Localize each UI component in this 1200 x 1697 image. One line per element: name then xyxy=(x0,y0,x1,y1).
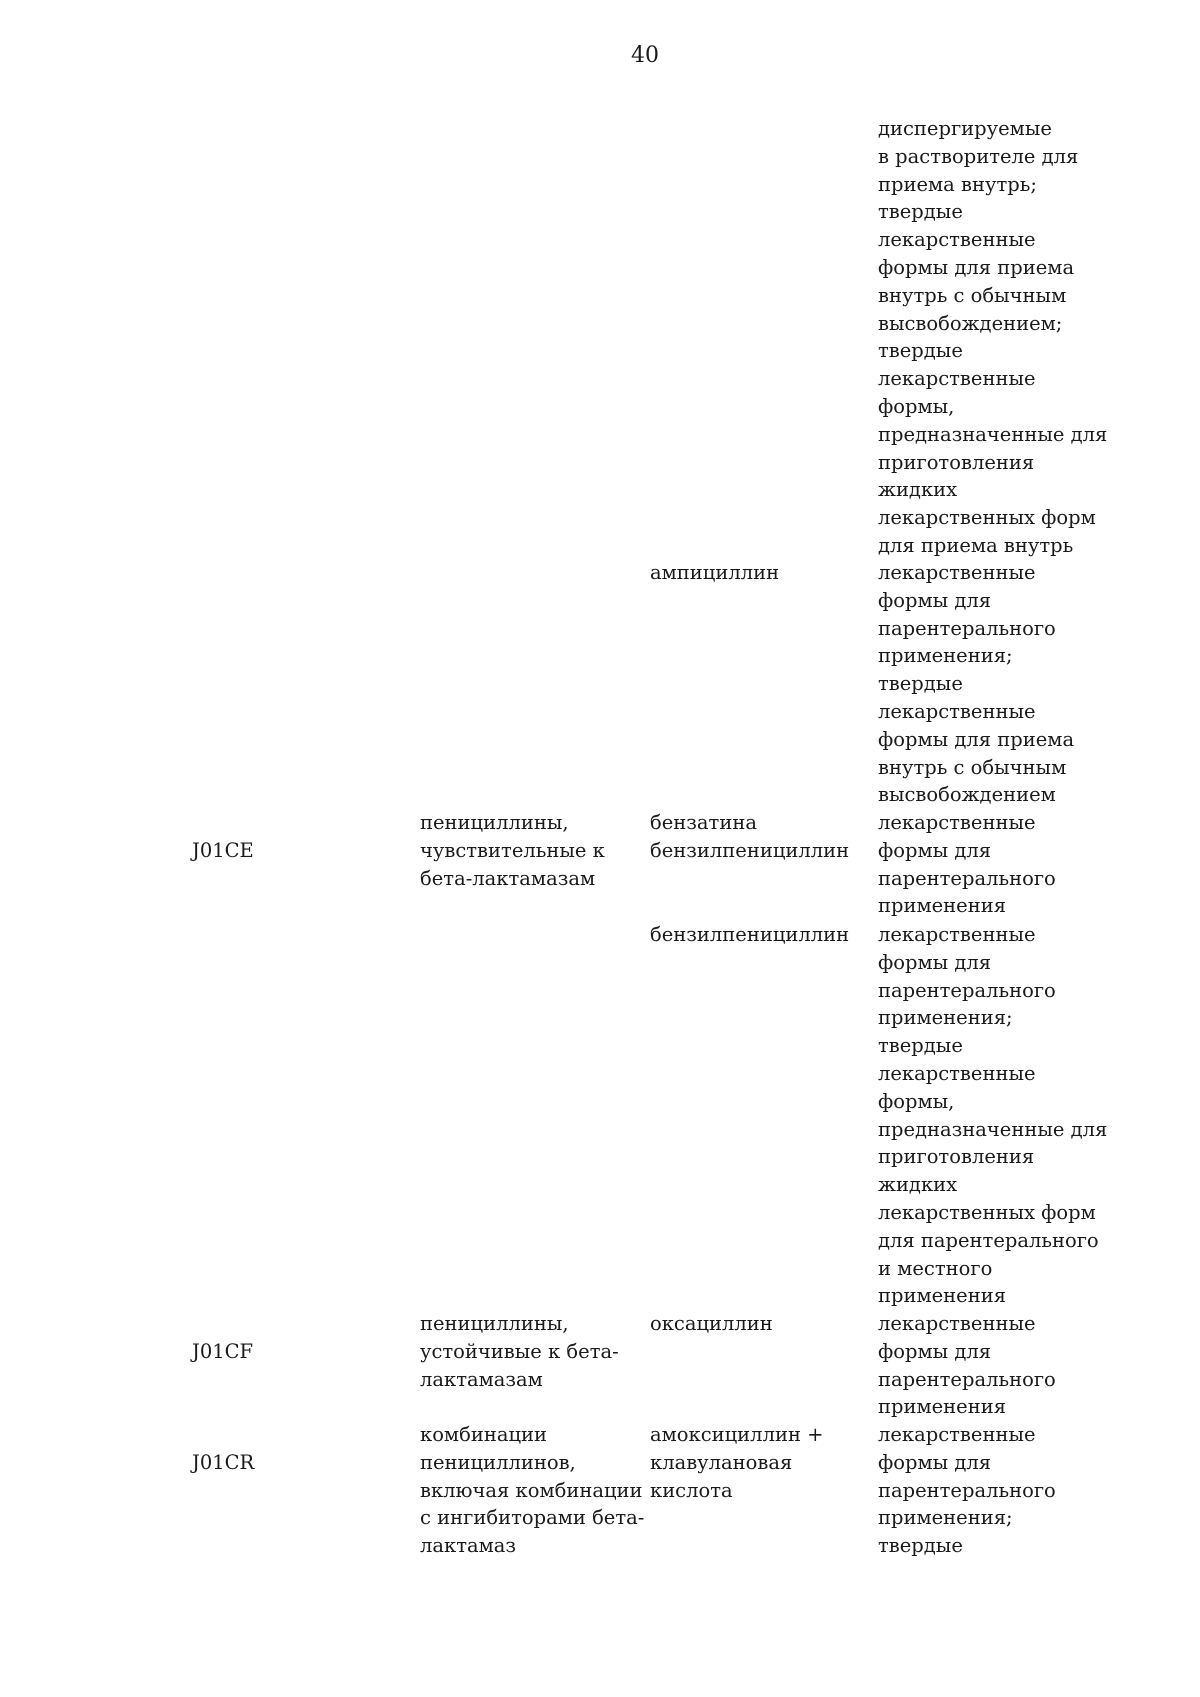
atc-code-cell: J01CR xyxy=(192,1451,255,1474)
dosage-forms-cell: диспергируемые в растворителе для приема внутрь; твердые лекарственные формы для приема внутрь с обычным высвобождением; твердые лекарственные формы, предназначенные для приготовления жидких лекарственных форм для приема внутрь xyxy=(878,117,1108,557)
pharmacological-group-cell: пенициллины, чувствительные к бета-лактамазам xyxy=(420,811,605,890)
drug-name-cell: бензатина бензилпенициллин xyxy=(650,811,850,862)
atc-code-cell: J01CF xyxy=(192,1340,254,1363)
pharmacological-group-cell: пенициллины, устойчивые к бета- лактамазам xyxy=(420,1312,619,1391)
drug-name-cell: оксациллин xyxy=(650,1312,773,1335)
pharmacological-group-cell: комбинации пенициллинов, включая комбинации с ингибиторами бета- лактамаз xyxy=(420,1423,645,1558)
dosage-forms-cell: лекарственные формы для парентерального применения; твердые xyxy=(878,1423,1056,1558)
page-number: 40 xyxy=(631,43,659,68)
drug-name-cell: ампициллин xyxy=(650,561,780,584)
atc-code-cell: J01CE xyxy=(192,839,254,862)
dosage-forms-cell: лекарственные формы для парентерального применения; твердые лекарственные формы для приема внутрь с обычным высвобождением xyxy=(878,561,1075,807)
drug-name-cell: бензилпенициллин xyxy=(650,923,850,946)
drug-name-cell: амоксициллин + клавулановая кислота xyxy=(650,1423,824,1502)
dosage-forms-cell: лекарственные формы для парентерального применения xyxy=(878,1312,1056,1419)
dosage-forms-cell: лекарственные формы для парентерального применения xyxy=(878,811,1056,918)
dosage-forms-cell: лекарственные формы для парентерального применения; твердые лекарственные формы, предназначенные для приготовления жидких лекарственных форм для парентерального и местного применения xyxy=(878,923,1108,1308)
